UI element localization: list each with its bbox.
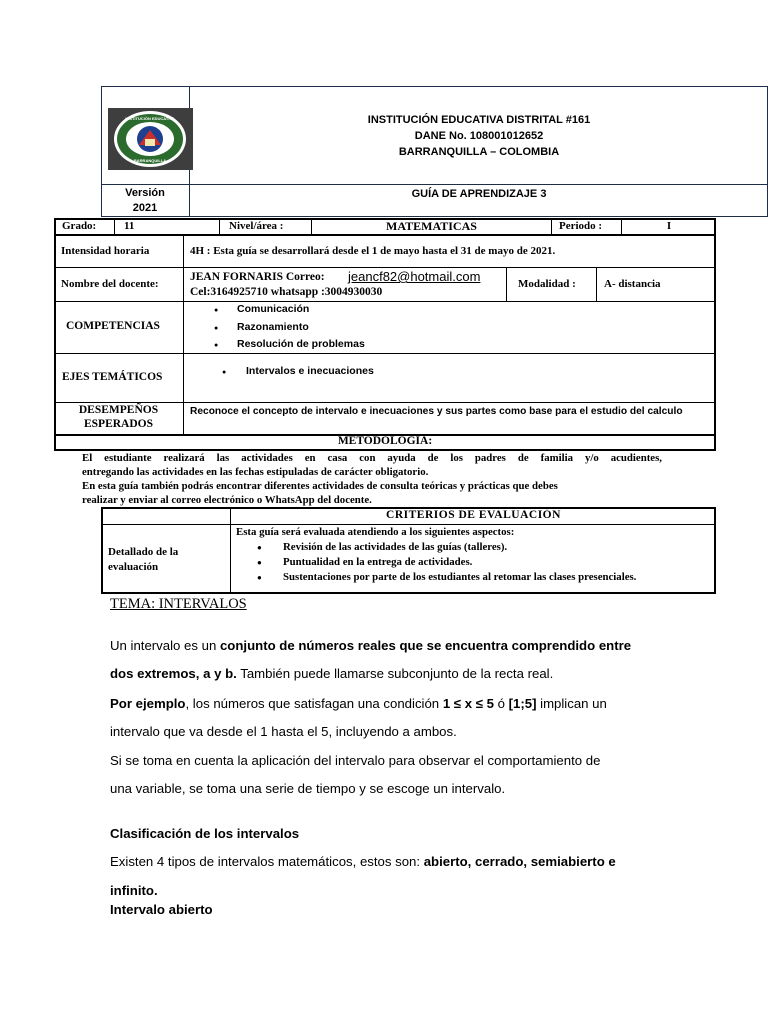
bullet-icon: ● xyxy=(214,307,219,314)
metodologia-line: realizar y enviar al correo electrónico o WhatsApp del docente. xyxy=(82,494,372,506)
svg-text:BARRANQUILLA: BARRANQUILLA xyxy=(133,158,167,163)
docente-email-link[interactable]: jeancf82@hotmail.com xyxy=(348,269,481,284)
criterios-title: CRITERIOS DE EVALUACIÓN xyxy=(386,509,561,521)
version-year: 2021 xyxy=(132,202,158,214)
criterios-intro: Esta guía será evaluada atendiendo a los siguientes aspectos: xyxy=(236,526,515,538)
grado-value: 11 xyxy=(124,220,135,232)
competencias-label: COMPETENCIAS xyxy=(66,320,160,332)
docente-name: JEAN FORNARIS Correo: xyxy=(190,271,325,283)
city-country: BARRANQUILLA – COLOMBIA xyxy=(398,146,560,158)
desempenos-label-1: DESEMPEÑOS xyxy=(78,404,159,416)
intensidad-value: 4H : Esta guía se desarrollará desde el 1 de mayo hasta el 31 de mayo de 2021. xyxy=(190,245,556,257)
paragraph-line: Si se toma en cuenta la aplicación del intervalo para observar el comportamiento de xyxy=(110,753,601,768)
tema-heading: TEMA: INTERVALOS xyxy=(110,596,247,612)
docente-phone: Cel:3164925710 whatsapp :3004930030 xyxy=(190,286,383,298)
svg-text:INSTITUCIÓN EDUCATIVA: INSTITUCIÓN EDUCATIVA xyxy=(125,116,175,121)
criterio-item: ● Puntualidad en la entrega de actividades. xyxy=(257,556,473,568)
nivel-label: Nivel/área : xyxy=(229,220,284,232)
header-divider-horizontal xyxy=(101,184,768,185)
metodologia-line: El estudiante realizará las actividades en casa con ayuda de los padres de familia y/o acudientes, xyxy=(82,452,662,464)
competencia-item: ● Razonamiento xyxy=(214,321,309,333)
row1-sep-2 xyxy=(219,218,220,235)
periodo-label: Periodo : xyxy=(559,220,603,232)
criterios-header-bottom xyxy=(101,524,716,525)
competencias-list xyxy=(214,303,365,355)
competencia-item: ● Resolución de problemas xyxy=(214,338,365,350)
bullet-icon: ● xyxy=(257,558,262,567)
criterio-item: ● Revisión de las actividades de las guías (talleres). xyxy=(257,541,508,553)
modalidad-value: A- distancia xyxy=(604,278,661,290)
row2-bottom xyxy=(54,267,716,268)
bullet-icon: ● xyxy=(214,325,219,332)
metodologia-line: En esta guía también podrás encontrar diferentes actividades de consulta teóricas y prácticas que debes xyxy=(82,480,558,492)
bullet-icon: ● xyxy=(257,573,262,582)
criterios-list xyxy=(257,540,636,585)
row3-sep-2 xyxy=(596,268,597,301)
school-logo xyxy=(108,108,193,170)
bullet-icon: ● xyxy=(222,369,227,376)
intensidad-label: Intensidad horaria xyxy=(61,245,150,257)
bullet-icon: ● xyxy=(257,543,262,552)
paragraph-line: intervalo que va desde el 1 hasta el 5, incluyendo a ambos. xyxy=(110,724,457,739)
guide-title: GUÍA DE APRENDIZAJE 3 xyxy=(411,188,547,200)
paragraph-line: dos extremos, a y b. También puede llamarse subconjunto de la recta real. xyxy=(110,666,554,681)
ejes-label: EJES TEMÁTICOS xyxy=(62,371,163,383)
clasificacion-heading: Clasificación de los intervalos xyxy=(110,826,300,841)
dane-number: DANE No. 108001012652 xyxy=(414,130,544,142)
row1-sep-1 xyxy=(114,218,115,235)
desempenos-value: Reconoce el concepto de intervalo e inecuaciones y sus partes como base para el estudio del calculo xyxy=(190,406,683,417)
docente-label: Nombre del docente: xyxy=(61,278,159,290)
periodo-value: I xyxy=(666,220,672,232)
row1-bottom xyxy=(54,234,716,236)
row1-sep-4 xyxy=(551,218,552,235)
paragraph-line: Por ejemplo, los números que satisfagan una condición 1 ≤ x ≤ 5 ó [1;5] implican un xyxy=(110,696,607,711)
paragraph-line: infinito. xyxy=(110,883,158,898)
criterio-item: ● Sustentaciones por parte de los estudiantes al retomar las clases presenciales. xyxy=(257,571,637,583)
competencia-item: ● Comunicación xyxy=(214,303,310,315)
desempenos-label-2: ESPERADOS xyxy=(83,418,154,430)
grado-label: Grado: xyxy=(62,220,97,232)
modalidad-label: Modalidad : xyxy=(518,278,576,290)
ejes-list xyxy=(222,365,374,377)
paragraph-line: Un intervalo es un conjunto de números reales que se encuentra comprendido entre xyxy=(110,638,632,653)
criterios-left-label-2: evaluación xyxy=(108,561,159,573)
row4-bottom xyxy=(54,353,716,354)
criterios-left-label-1: Detallado de la xyxy=(108,546,179,558)
metodologia-label: METODOLOGÍA: xyxy=(337,435,433,447)
metodologia-text xyxy=(82,451,662,507)
bullet-icon: ● xyxy=(214,342,219,349)
row5-bottom xyxy=(54,402,716,403)
version-label: Versión xyxy=(125,187,165,199)
paragraph-line: Existen 4 tipos de intervalos matemáticos, estos son: abierto, cerrado, semiabierto e xyxy=(110,854,616,869)
institution-name: INSTITUCIÓN EDUCATIVA DISTRITAL #161 xyxy=(367,114,591,126)
metodologia-line: entregando las actividades en las fechas estipuladas de carácter obligatorio. xyxy=(82,466,429,478)
eje-item: ● Intervalos e inecuaciones xyxy=(222,365,374,377)
intervalo-abierto-heading: Intervalo abierto xyxy=(110,902,213,917)
paragraph-line: una variable, se toma una serie de tiempo y se escoge un intervalo. xyxy=(110,781,506,796)
row3-bottom xyxy=(54,301,716,302)
area-value: MATEMATICAS xyxy=(386,219,477,233)
row3-sep-1 xyxy=(506,268,507,301)
label-col-sep xyxy=(183,235,184,436)
